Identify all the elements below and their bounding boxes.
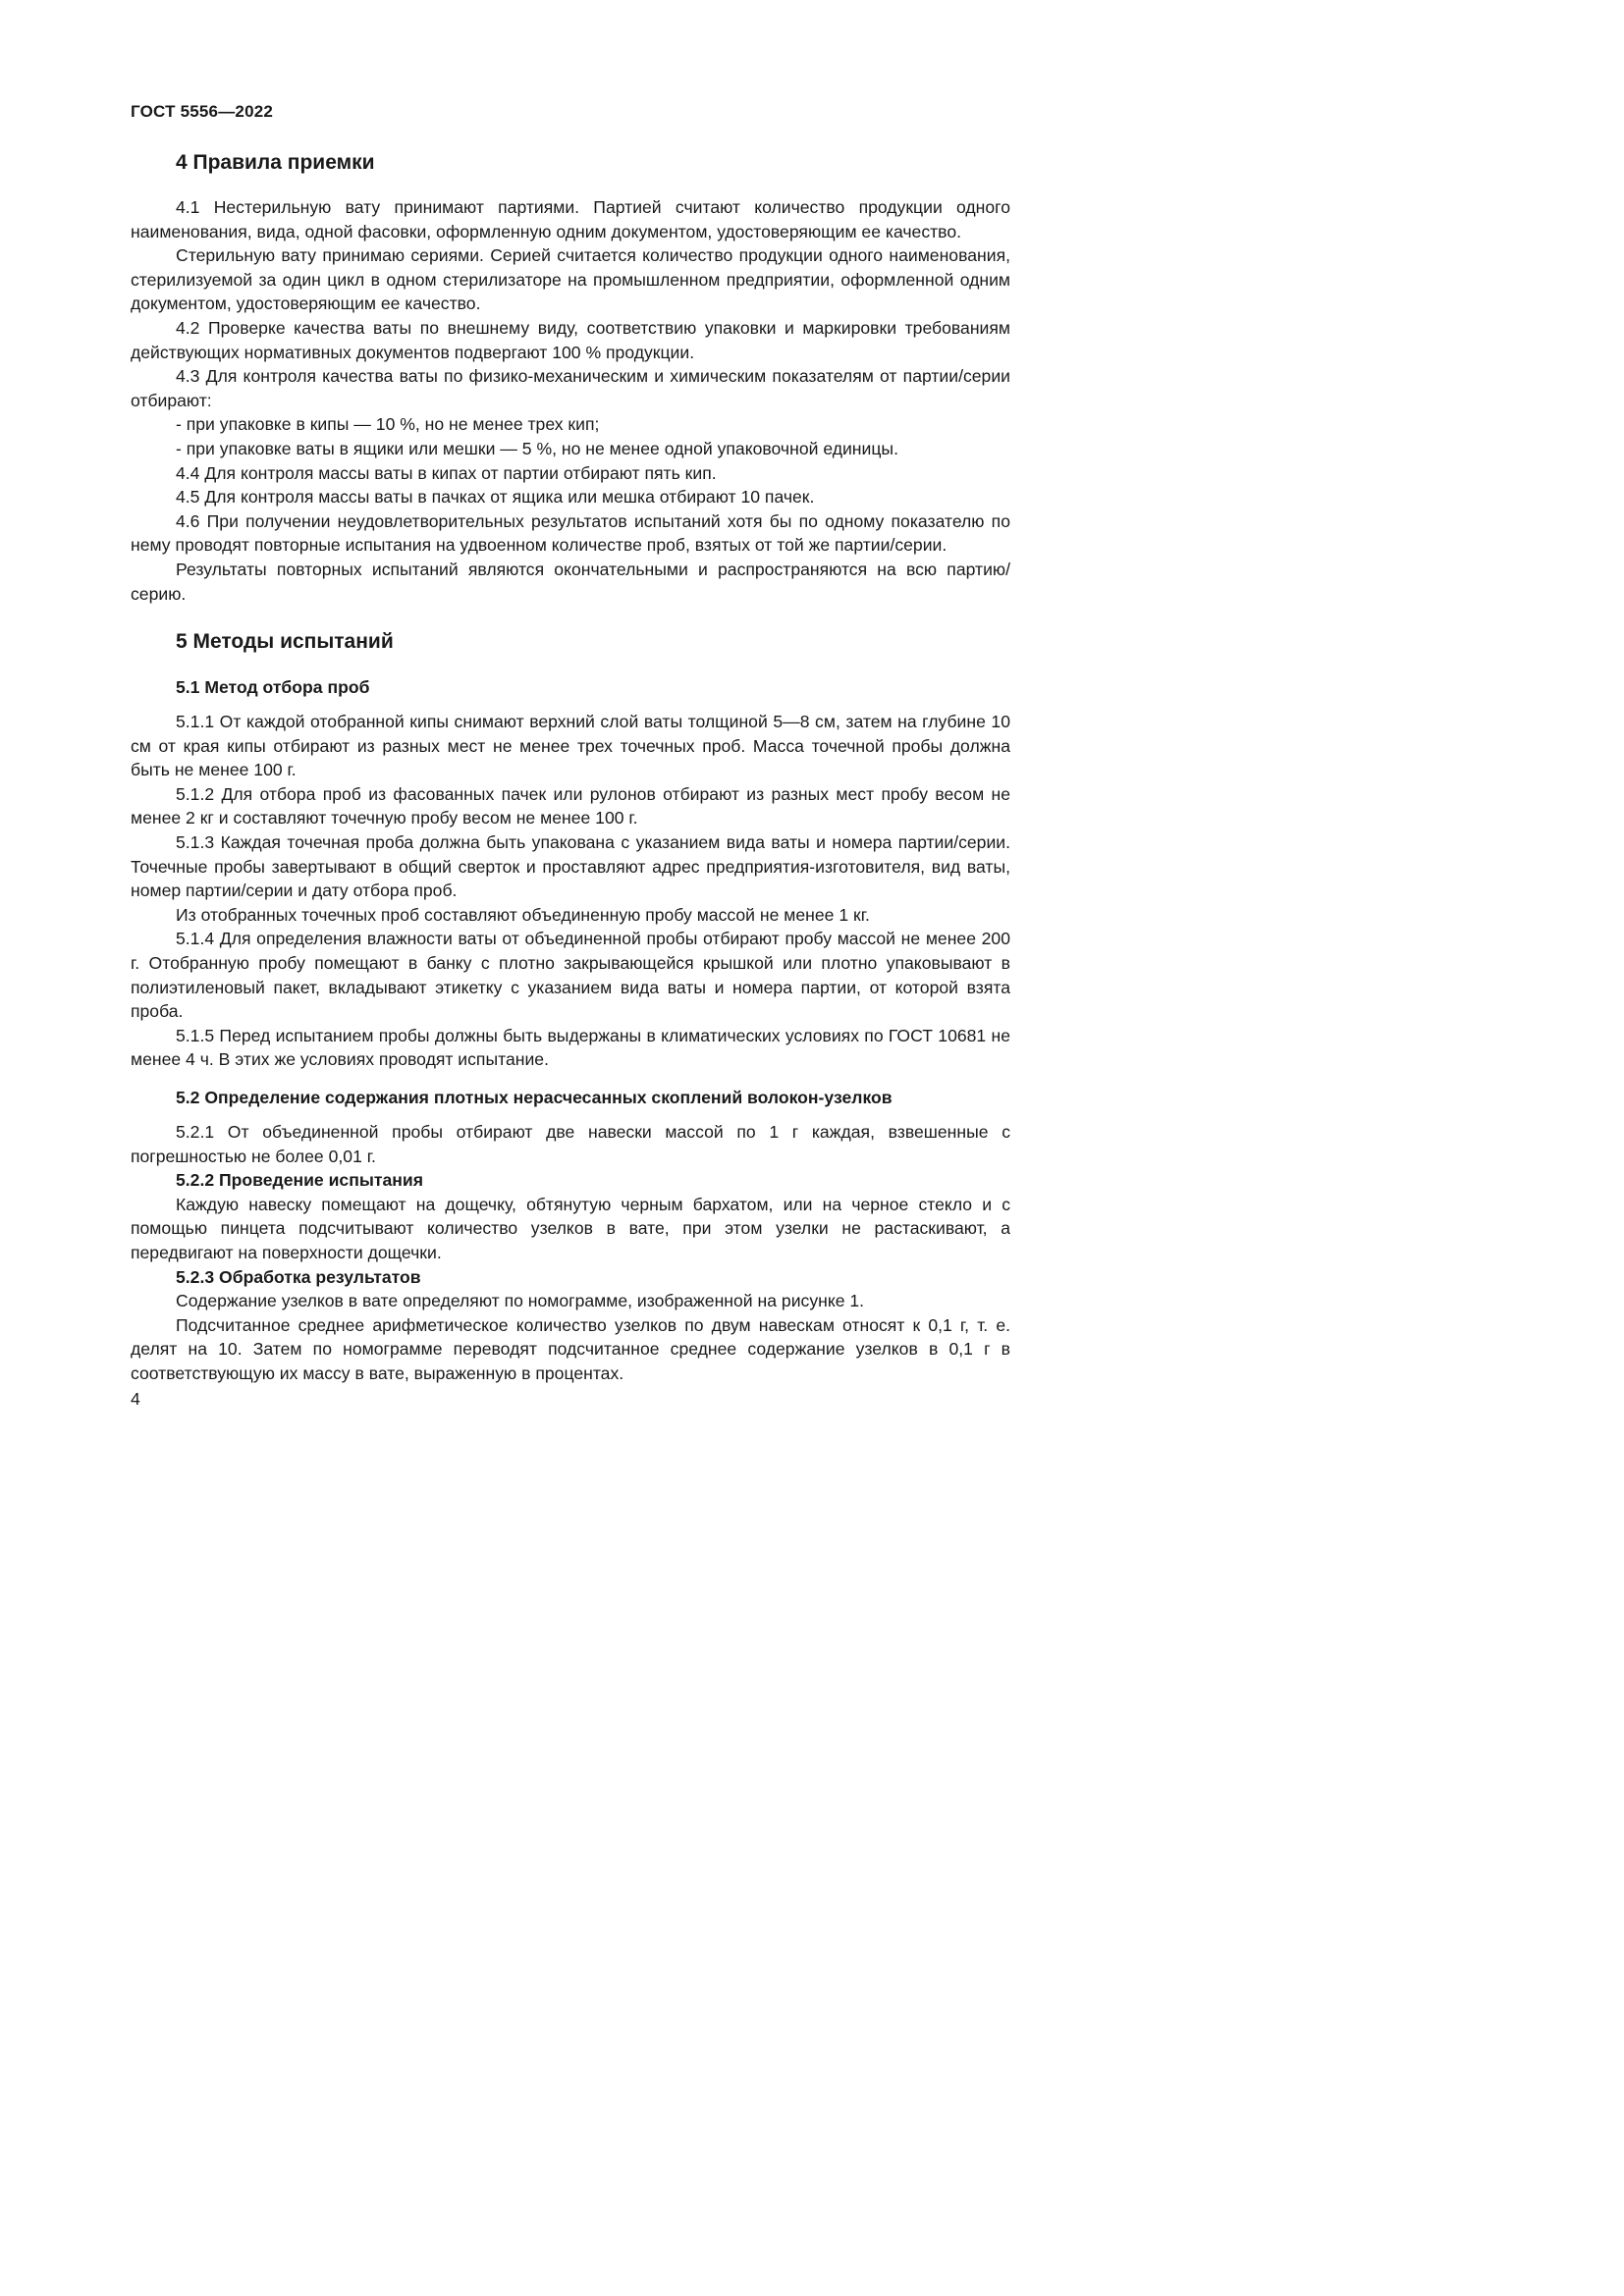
paragraph-4-5: 4.5 Для контроля массы ваты в пачках от ящика или мешка отбирают 10 пачек. xyxy=(176,487,815,507)
paragraph-calculation: Подсчитанное среднее арифметическое количество узелков по двум навескам относят к 0,1 г, т. е. делят на 10. Затем по номограмме переводят подсчитанное среднее содержание узелков в 0,1 г в соответствующую их массу в вате, выраженную в процентах. xyxy=(131,1314,1010,1383)
paragraph-4-3: 4.3 Для контроля качества ваты по физико-механическим и химическим показателям от партии/серии отбирают: xyxy=(131,366,1010,410)
paragraph-sterile: Стерильную вату принимаю сериями. Серией считается количество продукции одного наименования, стерилизуемой за один цикл в одном стерилизаторе на промышленном предприятии, оформленной одним документом, удостоверяющим ее качество. xyxy=(131,245,1010,314)
page-number: 4 xyxy=(131,1389,140,1409)
subsection-5-2-body xyxy=(131,1120,1010,1386)
paragraph-5-1-2: 5.1.2 Для отбора проб из фасованных пачек или рулонов отбирают из разных мест пробу весом не менее 2 кг и составляют точечную пробу весом не менее 100 г. xyxy=(131,783,1010,828)
list-item-bales: - при упаковке в кипы — 10 %, но не менее трех кип; xyxy=(176,414,600,435)
list-item-boxes: - при упаковке ваты в ящики или мешки — 5 %, но не менее одной упаковочной единицы. xyxy=(176,438,898,458)
paragraph-4-4: 4.4 Для контроля массы ваты в кипах от партии отбирают пять кип. xyxy=(176,462,717,483)
document-page xyxy=(0,0,1080,1527)
paragraph-4-6: 4.6 При получении неудовлетворительных результатов испытаний хотя бы по одному показателю по нему проводят повторные испытания на удвоенном количестве проб, взятых от той же партии/серии. xyxy=(131,510,1010,556)
paragraph-4-1: 4.1 Нестерильную вату принимают партиями. Партией считают количество продукции одного наименования, вида, одной фасовки, оформленную одним документом, удостоверяющим ее качество. xyxy=(131,197,1010,241)
paragraph-5-1-1: 5.1.1 От каждой отобранной кипы снимают верхний слой ваты толщиной 5—8 см, затем на глубине 10 см от края кипы отбирают из разных мест не менее трех точечных проб. Масса точечной пробы должна быть не менее 100 г. xyxy=(131,712,1010,780)
subheading-5-2-2: 5.2.2 Проведение испытания xyxy=(176,1170,423,1191)
section-4-body xyxy=(131,195,1010,606)
section-5-heading: 5 Методы испытаний xyxy=(176,630,394,653)
paragraph-nomogram: Содержание узелков в вате определяют по номограмме, изображенной на рисунке 1. xyxy=(176,1291,865,1311)
paragraph-retest: Результаты повторных испытаний являются окончательными и распространяются на всю партию/серию. xyxy=(131,559,1010,604)
paragraph-combined-sample: Из отобранных точечных проб составляют объединенную пробу массой не менее 1 кг. xyxy=(176,904,870,925)
paragraph-5-2-1: 5.2.1 От объединенной пробы отбирают две навески массой по 1 г каждая, взвешенные с погрешностью не более 0,01 г. xyxy=(131,1122,1010,1166)
paragraph-4-2: 4.2 Проверке качества ваты по внешнему виду, соответствию упаковки и маркировки требованиям действующих нормативных документов подвергают 100 % продукции. xyxy=(131,317,1010,362)
paragraph-5-1-3: 5.1.3 Каждая точечная проба должна быть упакована с указанием вида ваты и номера партии/серии. Точечные пробы завертывают в общий сверток и проставляют адрес предприятия-изготовителя, вид ваты, номер партии/серии и дату отбора проб. xyxy=(131,831,1010,901)
paragraph-5-1-4: 5.1.4 Для определения влажности ваты от объединенной пробы отбирают пробу массой не менее 200 г. Отобранную пробу помещают в банку с плотно закрывающейся крышкой или плотно упаковывают в полиэтиленовый пакет, вкладывают этикетку с указанием вида ваты и номера партии, от которой взята проба. xyxy=(131,929,1010,1022)
paragraph-5-1-5: 5.1.5 Перед испытанием пробы должны быть выдержаны в климатических условиях по ГОСТ 10681 не менее 4 ч. В этих же условиях проводят испытание. xyxy=(131,1025,1010,1070)
document-code: ГОСТ 5556—2022 xyxy=(131,102,274,121)
subsection-5-2-heading: 5.2 Определение содержания плотных нерасчесанных скоплений волокон-узелков xyxy=(176,1088,893,1107)
subsection-5-1-heading: 5.1 Метод отбора проб xyxy=(176,677,370,697)
paragraph-test-procedure: Каждую навеску помещают на дощечку, обтянутую черным бархатом, или на черное стекло и с помощью пинцета подсчитывают количество узелков в вате, при этом узелки не растаскивают, а передвигают на поверхности дощечки. xyxy=(131,1194,1010,1262)
section-4-heading: 4 Правила приемки xyxy=(176,151,375,174)
subsection-5-1-body xyxy=(131,710,1010,1072)
subheading-5-2-3: 5.2.3 Обработка результатов xyxy=(176,1266,421,1287)
